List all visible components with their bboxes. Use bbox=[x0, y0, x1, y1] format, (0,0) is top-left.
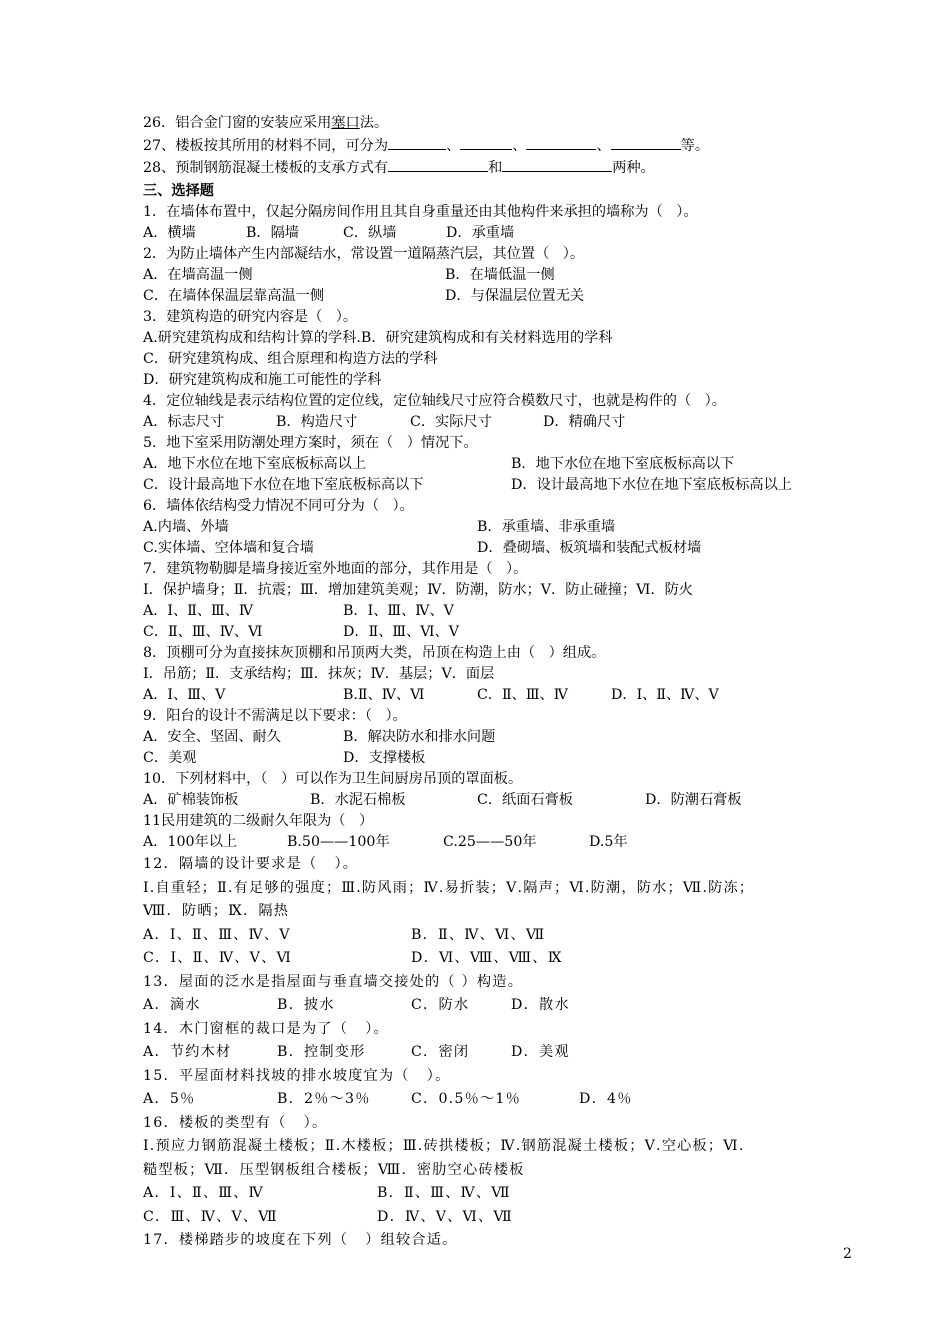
option[interactable]: D．Ⅵ、Ⅷ、Ⅷ、Ⅸ bbox=[411, 950, 563, 966]
question-stem: 9．阳台的设计不需满足以下要求：（ ）。 bbox=[143, 708, 407, 724]
option[interactable]: A．在墙高温一侧 bbox=[143, 267, 253, 283]
option[interactable]: C．在墙体保温层靠高温一侧 bbox=[143, 288, 325, 304]
options-row bbox=[143, 1041, 863, 1065]
options-row bbox=[143, 1206, 863, 1230]
option[interactable]: D．Ⅳ、Ⅴ、Ⅵ、Ⅶ bbox=[377, 1208, 513, 1225]
option[interactable]: B．水泥石棉板 bbox=[310, 792, 406, 808]
question-stem: 12．隔墙的设计要求是（ ）。 bbox=[143, 856, 359, 872]
fill-question-28: 28、预制钢筋混凝土楼板的支承方式有 和 两种。 bbox=[143, 157, 863, 180]
question-items: Ⅷ．防晒；Ⅸ．隔热 bbox=[143, 903, 290, 919]
options-row bbox=[143, 601, 863, 622]
options-row bbox=[143, 454, 863, 475]
option[interactable]: C.实体墙、空体墙和复合墙 bbox=[143, 540, 314, 556]
option[interactable]: A．Ⅰ、Ⅱ、Ⅲ、Ⅳ bbox=[143, 1185, 264, 1201]
question-items: Ⅰ．保护墙身；Ⅱ．抗震；Ⅲ．增加建筑美观；Ⅳ．防潮，防水；Ⅴ．防止碰撞；Ⅵ．防火 bbox=[143, 582, 693, 598]
question-stem: 13．屋面的泛水是指屋面与垂直墙交接处的（ ）构造。 bbox=[143, 973, 524, 990]
options-row bbox=[143, 517, 863, 538]
option[interactable]: B．Ⅱ、Ⅲ、Ⅳ、Ⅶ bbox=[377, 1185, 511, 1201]
question-items: 糙型板；Ⅶ．压型钢板组合楼板；Ⅷ．密肋空心砖楼板 bbox=[143, 1161, 525, 1178]
option[interactable]: A．5％ bbox=[143, 1091, 196, 1107]
option[interactable]: D．美观 bbox=[511, 1044, 570, 1060]
option[interactable]: D．承重墙 bbox=[446, 225, 515, 241]
option[interactable]: C．美观 bbox=[143, 750, 197, 766]
answer-underlined: 塞口 bbox=[331, 115, 360, 131]
option[interactable]: A．Ⅰ、Ⅱ、Ⅲ、Ⅳ bbox=[143, 603, 254, 619]
question-items: Ⅰ.预应力钢筋混凝土楼板；Ⅱ.木楼板；Ⅲ.砖拱楼板；Ⅳ.钢筋混凝土楼板；Ⅴ.空心板；Ⅵ. bbox=[143, 1138, 745, 1154]
options-row bbox=[143, 685, 863, 706]
option[interactable]: B．地下水位在地下室底板标高以下 bbox=[511, 456, 735, 472]
options-row bbox=[143, 924, 863, 948]
options-row bbox=[143, 538, 863, 559]
option[interactable]: A．横墙 bbox=[143, 225, 196, 241]
option[interactable]: D．防潮石膏板 bbox=[645, 792, 742, 808]
option[interactable]: C．纸面石膏板 bbox=[477, 792, 573, 808]
option[interactable]: A．节约木材 bbox=[143, 1044, 232, 1060]
question-stem: 17．楼梯踏步的坡度在下列（ ）组较合适。 bbox=[143, 1232, 458, 1248]
option[interactable]: C．防水 bbox=[411, 997, 470, 1013]
option[interactable]: C．Ⅲ、Ⅳ、Ⅴ、Ⅶ bbox=[143, 1208, 278, 1225]
option[interactable]: B．隔墙 bbox=[246, 225, 299, 241]
option[interactable]: C．密闭 bbox=[411, 1044, 470, 1060]
option[interactable]: D．支撑楼板 bbox=[343, 750, 426, 766]
options-row bbox=[143, 286, 863, 307]
answer-blank[interactable] bbox=[388, 157, 488, 172]
options-row bbox=[143, 1088, 863, 1112]
option[interactable]: B．构造尺寸 bbox=[276, 414, 358, 430]
question-stem: 16．楼板的类型有（ ）。 bbox=[143, 1114, 328, 1131]
option[interactable]: D．4％ bbox=[579, 1091, 633, 1107]
question-stem: 6．墙体依结构受力情况不同可分为（ ）。 bbox=[143, 498, 414, 514]
question-items: Ⅰ.自重轻；Ⅱ.有足够的强度；Ⅲ.防风雨；Ⅳ.易折装；Ⅴ.隔声；Ⅵ.防潮，防水；Ⅶ.防冻； bbox=[143, 879, 755, 896]
option[interactable]: C.25——50年 bbox=[443, 834, 537, 850]
fill-question-26: 26．铝合金门窗的安装应采用塞口法。 bbox=[143, 115, 389, 131]
options-row bbox=[143, 994, 863, 1018]
option[interactable]: B.Ⅱ、Ⅳ、Ⅵ bbox=[343, 687, 425, 703]
options-row bbox=[143, 1182, 863, 1206]
answer-blank[interactable] bbox=[502, 157, 612, 172]
option[interactable]: A．滴水 bbox=[143, 997, 201, 1013]
question-stem: 3．建筑构造的研究内容是（ ）。 bbox=[143, 309, 358, 325]
answer-blank[interactable] bbox=[388, 135, 446, 150]
option[interactable]: B．Ⅱ、Ⅳ、Ⅵ、Ⅶ bbox=[411, 926, 546, 943]
question-items: Ⅰ．吊筋；Ⅱ．支承结构；Ⅲ．抹灰；Ⅳ．基层；Ⅴ．面层 bbox=[143, 666, 495, 682]
answer-blank[interactable] bbox=[611, 135, 681, 150]
answer-blank[interactable] bbox=[460, 135, 512, 150]
option[interactable]: A．Ⅰ、Ⅱ、Ⅲ、Ⅳ、Ⅴ bbox=[143, 926, 291, 943]
options-row bbox=[143, 748, 863, 769]
option[interactable]: A．标志尺寸 bbox=[143, 414, 225, 430]
section-title: 三、选择题 bbox=[143, 182, 214, 199]
options-row bbox=[143, 622, 863, 643]
option[interactable]: A．安全、坚固、耐久 bbox=[143, 729, 281, 745]
option[interactable]: C．0.5％～1％ bbox=[411, 1091, 521, 1107]
options-row bbox=[143, 223, 863, 244]
option[interactable]: D．Ⅱ、Ⅲ、Ⅵ、Ⅴ bbox=[343, 624, 459, 640]
option[interactable]: D.5年 bbox=[589, 834, 628, 850]
option[interactable]: C．实际尺寸 bbox=[410, 414, 492, 430]
option[interactable]: C．Ⅱ、Ⅲ、Ⅳ bbox=[477, 687, 568, 703]
option[interactable]: B.50——100年 bbox=[287, 834, 390, 850]
option[interactable]: A．矿棉装饰板 bbox=[143, 792, 239, 808]
question-stem: 8．顶棚可分为直接抹灰顶棚和吊顶两大类，吊顶在构造上由（ ）组成。 bbox=[143, 645, 606, 661]
question-stem: 14．木门窗框的裁口是为了（ ）。 bbox=[143, 1020, 389, 1037]
option[interactable]: B．解决防水和排水问题 bbox=[343, 729, 496, 745]
option[interactable]: A.研究建筑构成和结构计算的学科.B．研究建筑构成和有关材料选用的学科 bbox=[143, 330, 613, 346]
options-row bbox=[143, 727, 863, 748]
question-stem: 2．为防止墙体产生内部凝结水，常设置一道隔蒸汽层，其位置（ ）。 bbox=[143, 246, 585, 262]
options-row bbox=[143, 947, 863, 971]
option[interactable]: C．纵墙 bbox=[343, 225, 397, 241]
option[interactable]: D．叠砌墙、板筑墙和装配式板材墙 bbox=[477, 540, 702, 556]
fill-question-27: 27、楼板按其所用的材料不同，可分为 、 、 、 等。 bbox=[143, 135, 863, 158]
option[interactable]: D．设计最高地下水位在地下室底板标高以上 bbox=[511, 477, 792, 493]
options-row bbox=[143, 475, 863, 496]
question-stem: 11民用建筑的二级耐久年限为（ ） bbox=[143, 813, 374, 829]
option[interactable]: D．与保温层位置无关 bbox=[445, 288, 585, 304]
question-stem: 7．建筑物勒脚是墙身接近室外地面的部分，其作用是（ ）。 bbox=[143, 561, 528, 577]
options-row bbox=[143, 790, 863, 811]
option[interactable]: B．承重墙、非承重墙 bbox=[477, 519, 616, 535]
option[interactable]: A．地下水位在地下室底板标高以上 bbox=[143, 456, 367, 472]
option[interactable]: A．100年以上 bbox=[143, 834, 238, 850]
exam-page bbox=[143, 112, 863, 1253]
option[interactable]: B．Ⅰ、Ⅲ、Ⅳ、Ⅴ bbox=[343, 603, 454, 619]
option[interactable]: B．2％～3％ bbox=[277, 1091, 371, 1107]
question-stem: 1．在墙体布置中，仅起分隔房间作用且其自身重量还由其他构件来承担的墙称为（ ）。 bbox=[143, 204, 698, 220]
page-number: 2 bbox=[843, 1246, 852, 1262]
question-stem: 4．定位轴线是表示结构位置的定位线，定位轴线尺寸应符合模数尺寸，也就是构件的（ ）。 bbox=[143, 393, 726, 409]
option[interactable]: D．散水 bbox=[511, 997, 570, 1013]
option[interactable]: D．精确尺寸 bbox=[543, 414, 626, 430]
option[interactable]: C．Ⅰ、Ⅱ、Ⅳ、Ⅴ、Ⅵ bbox=[143, 950, 292, 966]
options-row bbox=[143, 265, 863, 286]
option[interactable]: C．Ⅱ、Ⅲ、Ⅳ、Ⅵ bbox=[143, 624, 263, 640]
option[interactable]: D．研究建筑构成和施工可能性的学科 bbox=[143, 372, 382, 388]
options-row bbox=[143, 412, 863, 433]
option[interactable]: B．在墙低温一侧 bbox=[445, 267, 555, 283]
option[interactable]: A.内墙、外墙 bbox=[143, 519, 229, 535]
options-row bbox=[143, 832, 863, 853]
question-stem: 15．平屋面材料找坡的排水坡度宜为（ ）。 bbox=[143, 1067, 451, 1084]
option[interactable]: C．设计最高地下水位在地下室底板标高以下 bbox=[143, 477, 424, 493]
question-stem: 10．下列材料中，（ ）可以作为卫生间厨房吊顶的罩面板。 bbox=[143, 771, 523, 787]
option[interactable]: A．Ⅰ、Ⅲ、Ⅴ bbox=[143, 687, 226, 703]
option[interactable]: D．Ⅰ、Ⅱ、Ⅳ、Ⅴ bbox=[611, 687, 719, 703]
option[interactable]: C．研究建筑构成、组合原理和构造方法的学科 bbox=[143, 351, 438, 367]
answer-blank[interactable] bbox=[526, 135, 596, 150]
option[interactable]: B．控制变形 bbox=[277, 1044, 366, 1060]
option[interactable]: B．披水 bbox=[277, 997, 335, 1013]
question-stem: 5．地下室采用防潮处理方案时，须在（ ）情况下。 bbox=[143, 435, 478, 451]
